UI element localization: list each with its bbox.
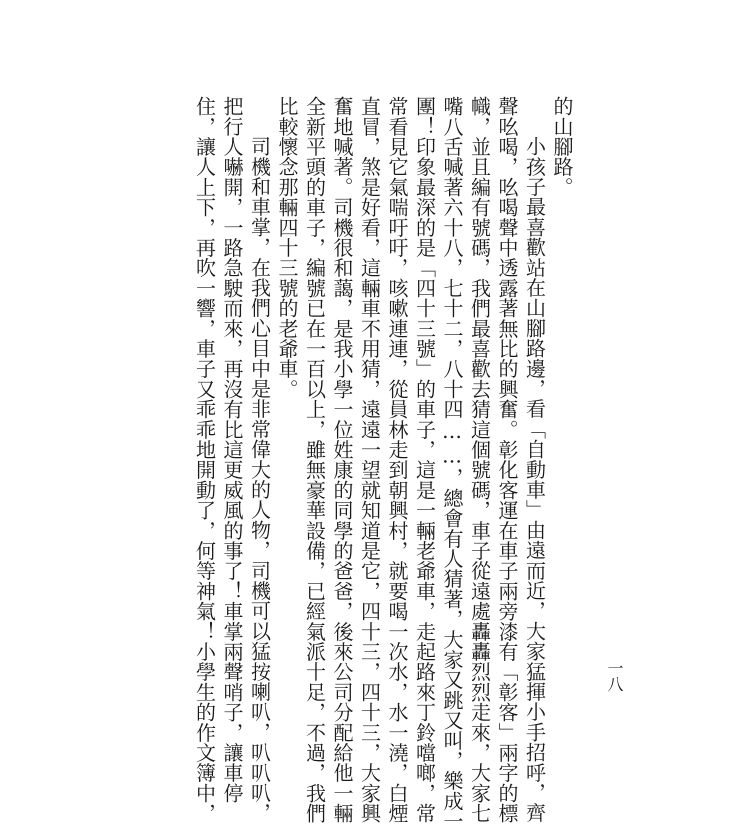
text-column: 嘴八舌喊著六十八，七十二，八十四……，總會有人猜著，大家又跳又叫，樂成一 <box>440 96 464 831</box>
text-column: 比較懷念那輛四十三號的老爺車。 <box>275 96 299 399</box>
text-column: 的山腳路。 <box>550 96 574 197</box>
text-column: 聲吆喝，吆喝聲中透露著無比的興奮。彰化客運在車子兩旁漆有「彰客」兩字的標 <box>495 96 519 824</box>
text-column: 把行人嚇開，一路急駛而來，再沒有比這更威風的事了！車掌兩聲哨子，讓車停 <box>220 96 244 803</box>
text-column: 住，讓人上下，再吹一響，車子又乖乖地開動了，何等神氣！小學生的作文簿中， <box>192 96 217 824</box>
text-column: 直冒，煞是好看，這輛車不用猜，遠遠一望就知道是它，四十三，四十三，大家興 <box>357 96 382 824</box>
text-column: 奮地喊著。司機很和藹，是我小學一位姓康的同學的爸爸，後來公司分配給他一輛 <box>330 96 354 824</box>
text-column: 全新平頭的車子，編號已在一百以上，雖無豪華設備，已經氣派十足，不過，我們 <box>302 96 327 824</box>
text-column: 小孩子最喜歡站在山腳路邊，看「自動車」由遠而近，大家猛揮小手招呼，齊 <box>522 136 547 823</box>
page-number: 一八 <box>605 660 624 692</box>
text-column: 幟，並且編有號碼，我們最喜歡去猜這個號碼，車子從遠處轟轟烈烈走來，大家七 <box>467 96 492 824</box>
vertical-text-block <box>152 96 574 831</box>
text-column: 司機和車掌，在我們心目中是非常偉大的人物，司機可以猛按喇叭，叭叭叭， <box>247 136 272 823</box>
text-column: 團！印象最深的是「四十三號」的車子，這是一輛老爺車，走起路來丁鈴噹啷，常 <box>412 96 437 824</box>
text-column: 常看見它氣喘吁吁，咳嗽連連，從員林走到朝興村，就要喝一次水，水一澆，白煙 <box>385 96 409 824</box>
